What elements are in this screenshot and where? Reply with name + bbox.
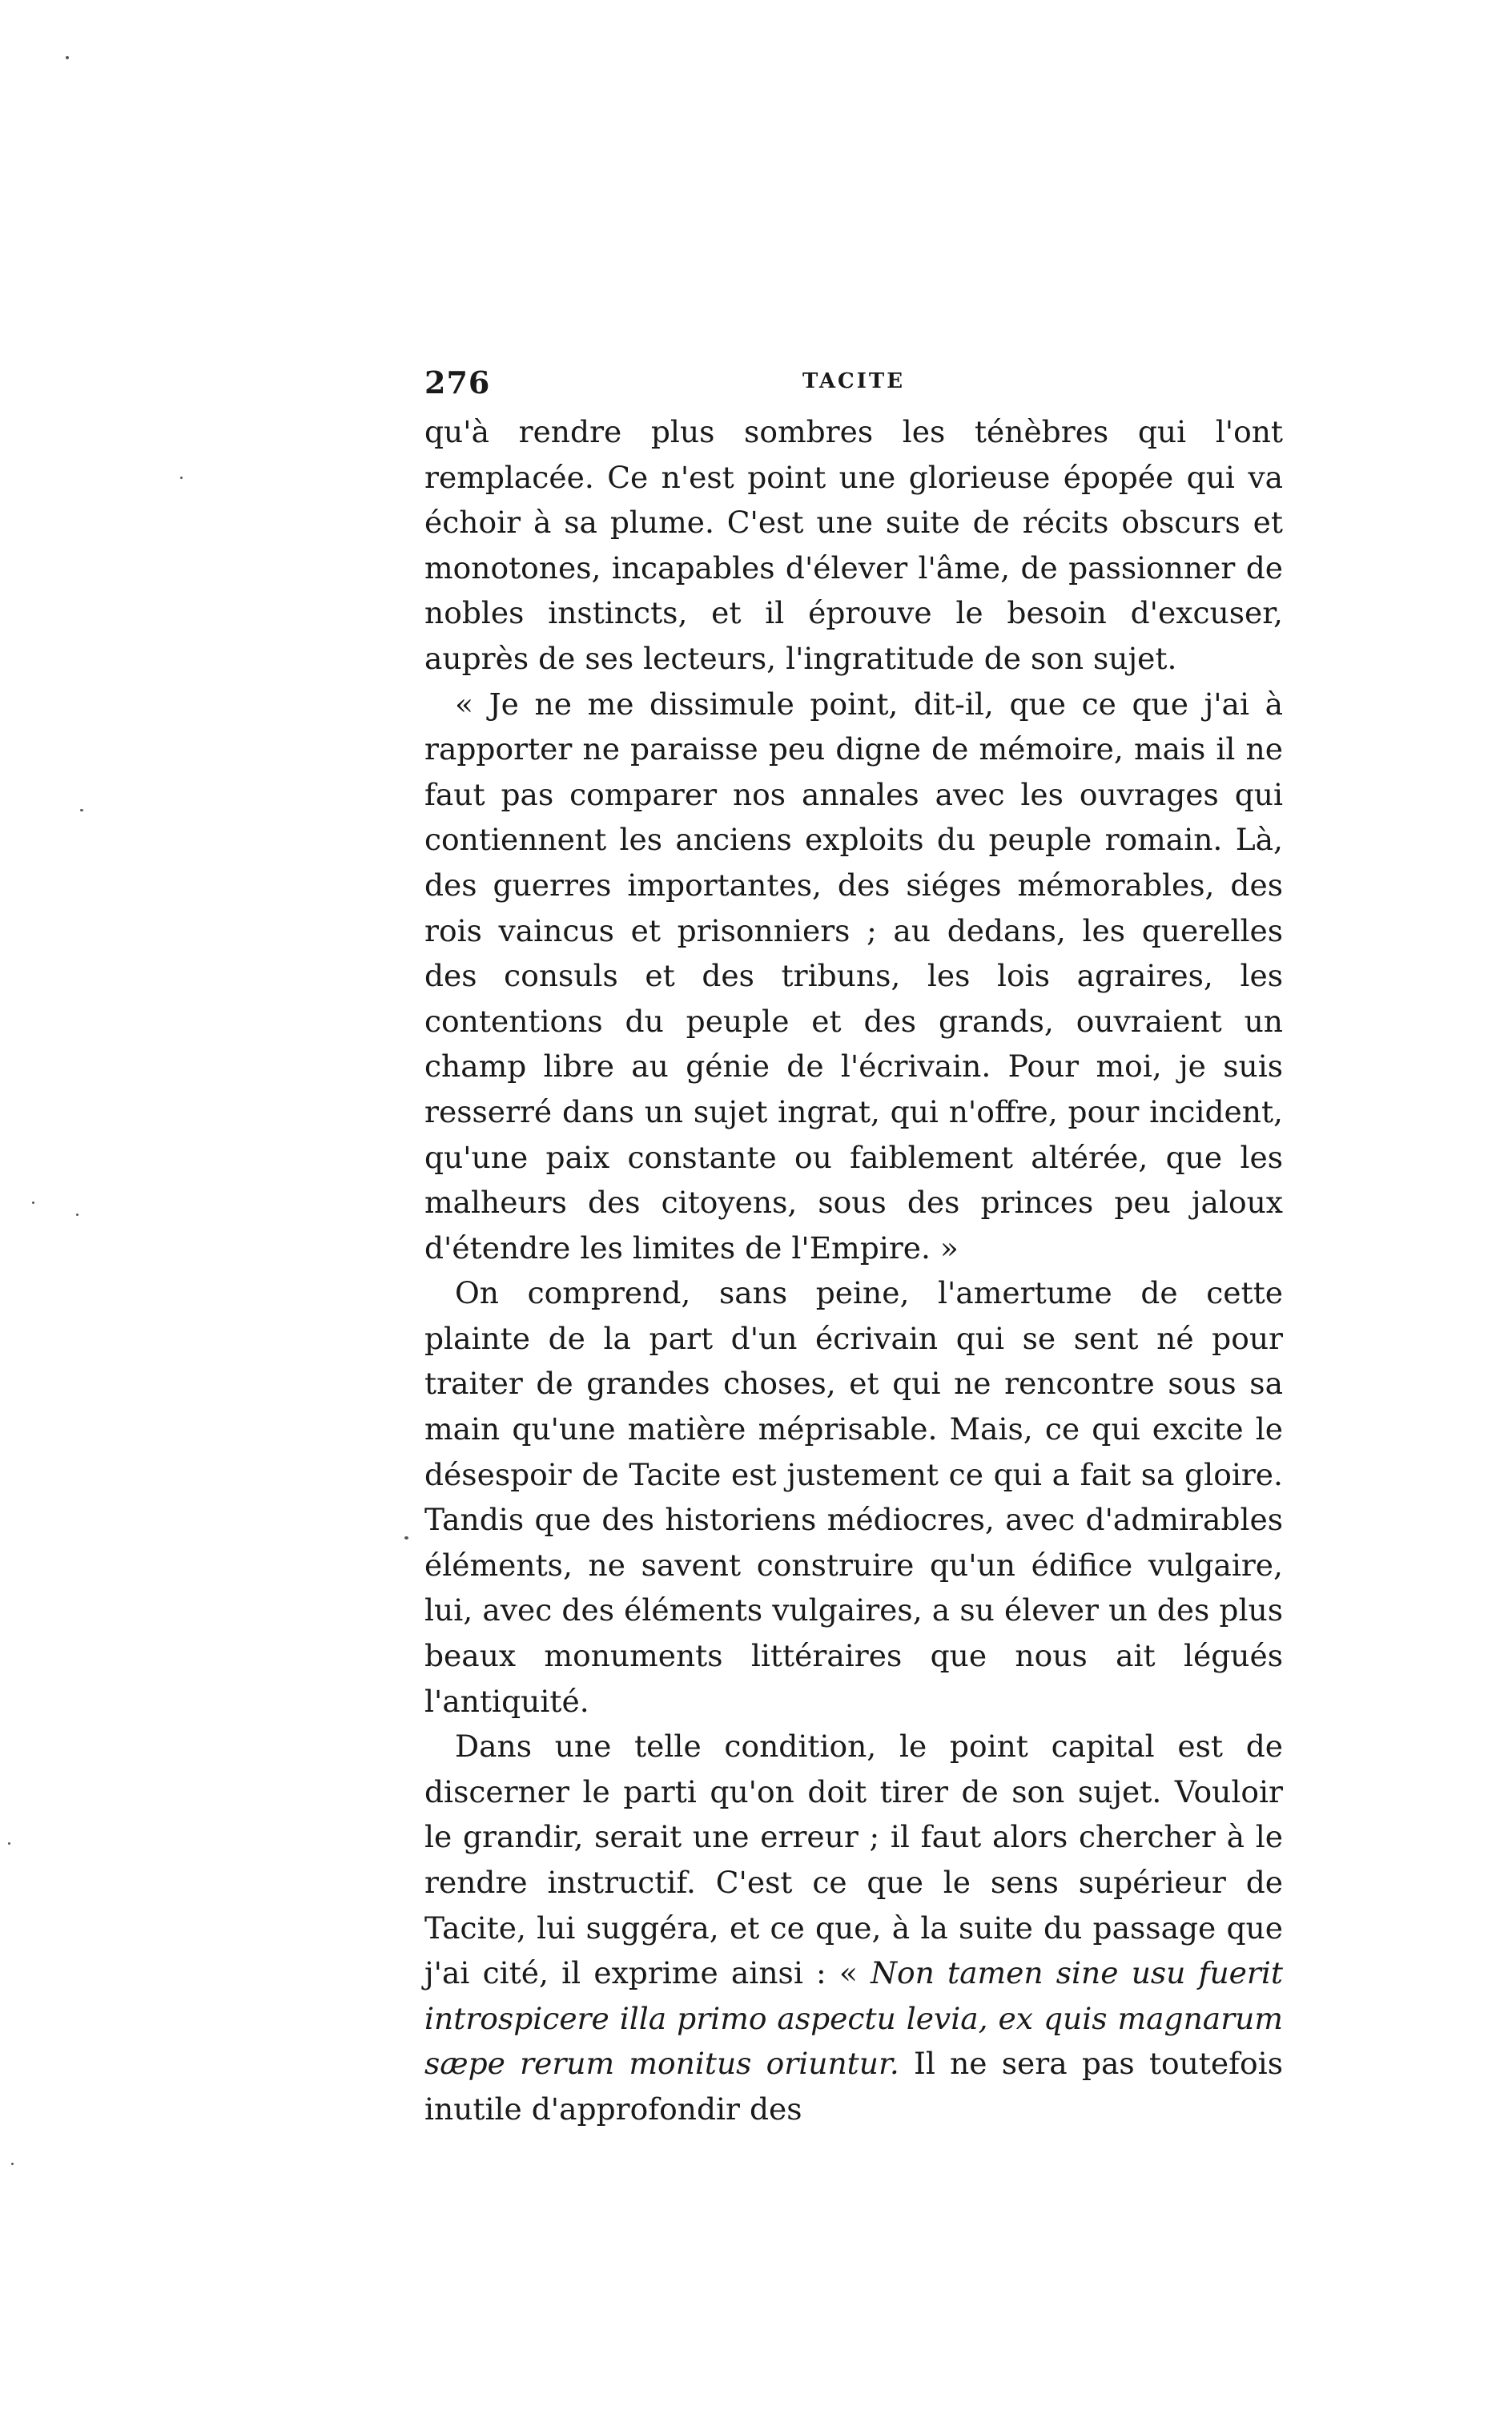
paragraph-2: « Je ne me dissimule point, dit-il, que ce que j'ai à rapporter ne paraisse peu digne de mémoire, mais il ne faut pas comparer nos annales avec les ouvrages qui contiennent les anciens exploits du peuple romain. Là, des guerres importantes, des siéges mémorables, des rois vaincus et prisonniers ; au dedans, les querelles des consuls et des tribuns, les lois agraires, les contentions du peuple et des grands, ouvraient un champ libre au génie de l'écrivain. Pour moi, je suis resserré dans un sujet ingrat, qui n'offre, pour incident, qu'une paix constante ou faiblement altérée, que les malheurs des citoyens, sous des princes peu jaloux d'étendre les limites de l'Empire. » [424,686,1283,1266]
scan-speck [180,477,183,479]
book-page [424,364,1283,2132]
scan-speck [32,1201,34,1204]
paragraph-1: qu'à rendre plus sombres les ténèbres qui l'ont remplacée. Ce n'est point une glorieuse épopée qui va échoir à sa plume. C'est une suite de récits obscurs et monotones, incapables d'élever l'âme, de passionner de nobles instincts, et il éprouve le besoin d'excuser, auprès de ses lecteurs, l'ingratitude de son sujet. [424,414,1283,676]
paragraph-4-continuation: Il ne sera pas toutefois inutile d'approfondir des [424,2046,1283,2127]
paragraph-3: On comprend, sans peine, l'amertume de cette plainte de la part d'un écrivain qui se sent né pour traiter de grandes choses, et qui ne rencontre sous sa main qu'une matière méprisable. Mais, ce qui excite le désespoir de Tacite est justement ce qui a fait sa gloire. Tandis que des historiens médiocres, avec d'admirables éléments, ne savent construire qu'un édifice vulgaire, lui, avec des éléments vulgaires, a su élever un des plus beaux monuments littéraires que nous ait légués l'antiquité. [424,1275,1283,1719]
scan-speck [76,1214,78,1216]
scan-speck [11,2163,14,2165]
page-number: 276 [424,364,491,400]
scan-speck [404,1536,408,1540]
scan-speck [80,809,83,811]
scan-speck [8,1842,10,1845]
page-header [424,364,1283,409]
paragraph-4-intro: Dans une telle condition, le point capital est de discerner le parti qu'on doit tirer de son sujet. Vouloir le grandir, serait une erreur ; il faut alors chercher à le rendre instructif. C'est ce que le sens supérieur de Tacite, lui suggéra, et ce que, à la suite du passage que j'ai cité, il exprime ainsi : « [424,1729,1283,1991]
body-text [424,409,1283,2132]
latin-quote: Non tamen sine usu fuerit introspicere illa primo aspectu levia, ex quis magnarum sæpe rerum monitus oriuntur. [424,1955,1284,2082]
paragraph-4 [424,1724,1283,2131]
running-title: TACITE [802,369,906,393]
scan-speck [66,56,69,59]
